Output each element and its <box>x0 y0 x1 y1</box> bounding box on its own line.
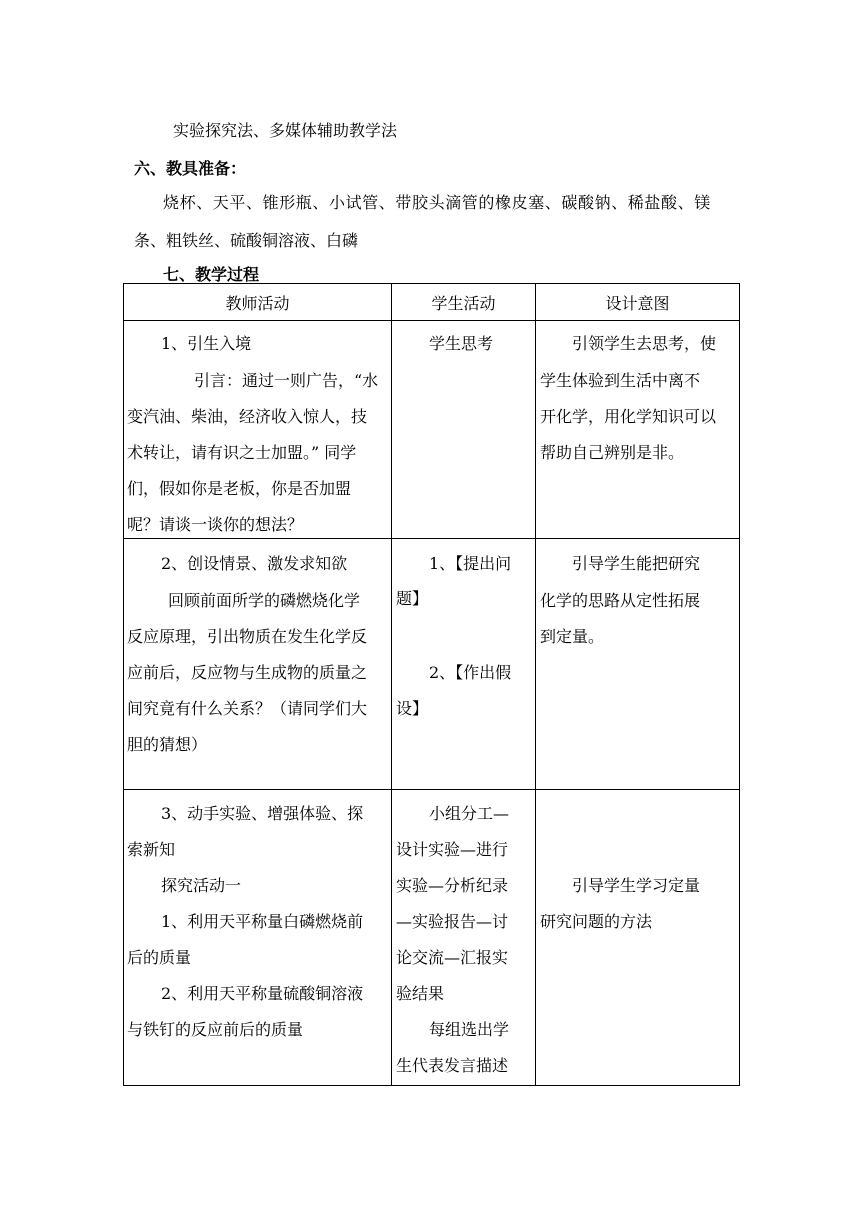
teacher-line: 术转让，请有识之士加盟。” 同学 <box>127 443 357 462</box>
teacher-cell <box>124 539 392 790</box>
teacher-line: 1、引生入境 <box>161 334 252 353</box>
student-cell <box>392 790 536 1086</box>
teacher-line: 1、利用天平称量白磷燃烧前 <box>161 912 364 931</box>
teacher-line: 索新知 <box>127 840 176 859</box>
teacher-line: 2、创设情景、激发求知欲 <box>161 554 348 573</box>
section-6-heading: 六、教具准备： <box>134 159 247 178</box>
teaching-process-table <box>123 283 740 1086</box>
header-student-activity: 学生活动 <box>392 284 536 321</box>
student-line: 学生思考 <box>429 334 494 353</box>
intent-line: 学生体验到生活中离不 <box>540 371 701 390</box>
intent-line: 到定量。 <box>540 627 605 646</box>
student-line: 生代表发言描述 <box>396 1056 509 1075</box>
table-row <box>124 790 740 1086</box>
teacher-cell <box>124 790 392 1086</box>
intent-line: 引导学生能把研究 <box>572 554 701 573</box>
intent-cell <box>536 790 740 1086</box>
teacher-line: 引言：通过一则广告，“水 <box>194 371 379 390</box>
header-teacher-activity: 教师活动 <box>124 284 392 321</box>
equipment-line-2: 条、粗铁丝、硫酸铜溶液、白磷 <box>134 231 359 250</box>
table-row <box>124 539 740 790</box>
table-header-row <box>124 284 740 321</box>
intent-line: 引领学生去思考，使 <box>572 334 717 353</box>
student-line: 2、【作出假 <box>429 663 512 682</box>
student-cell <box>392 539 536 790</box>
header-design-intent: 设计意图 <box>536 284 740 321</box>
student-line: 设】 <box>396 699 429 718</box>
teacher-line: 后的质量 <box>127 948 192 967</box>
teacher-line: 应前后，反应物与生成物的质量之 <box>127 663 368 682</box>
teacher-line: 们，假如你是老板，你是否加盟 <box>127 479 352 498</box>
teacher-line: 2、利用天平称量硫酸铜溶液 <box>161 984 364 1003</box>
intent-line: 研究问题的方法 <box>540 912 653 931</box>
student-line: 每组选出学 <box>429 1020 510 1039</box>
teacher-line: 与铁钉的反应前后的质量 <box>127 1020 304 1039</box>
intent-cell <box>536 539 740 790</box>
intent-line: 帮助自己辨别是非。 <box>540 443 685 462</box>
intent-line: 开化学，用化学知识可以 <box>540 407 717 426</box>
equipment-line-1: 烧杯、天平、锥形瓶、小试管、带胶头滴管的橡皮塞、碳酸钠、稀盐酸、镁 <box>163 193 711 212</box>
teacher-cell <box>124 321 392 539</box>
student-line: 验结果 <box>396 984 445 1003</box>
student-line: 实验—分析纪录 <box>396 876 509 895</box>
student-line: 题】 <box>396 589 429 608</box>
student-line: 1、【提出问 <box>429 554 512 573</box>
teacher-line: 3、动手实验、增强体验、探 <box>161 804 364 823</box>
student-line: 论交流—汇报实 <box>396 948 509 967</box>
intent-line: 化学的思路从定性拓展 <box>540 591 701 610</box>
student-line: 小组分工— <box>429 804 510 823</box>
teacher-line: 间究竟有什么关系？（请同学们大 <box>127 699 368 718</box>
student-line: 设计实验—进行 <box>396 840 509 859</box>
section-7-heading: 七、教学过程 <box>163 265 260 284</box>
teaching-method-line: 实验探究法、多媒体辅助教学法 <box>173 121 398 140</box>
table-row <box>124 321 740 539</box>
teacher-line: 反应原理，引出物质在发生化学反 <box>127 627 368 646</box>
student-cell <box>392 321 536 539</box>
teacher-line: 变汽油、柴油，经济收入惊人，技 <box>127 407 368 426</box>
teacher-line: 呢？请谈一谈你的想法？ <box>127 515 304 534</box>
teacher-line: 回顾前面所学的磷燃烧化学 <box>168 591 361 610</box>
student-line: —实验报告—讨 <box>396 912 509 931</box>
teacher-line: 胆的猜想） <box>127 735 208 754</box>
intent-line: 引导学生学习定量 <box>572 876 701 895</box>
intent-cell <box>536 321 740 539</box>
teacher-line: 探究活动一 <box>161 876 242 895</box>
